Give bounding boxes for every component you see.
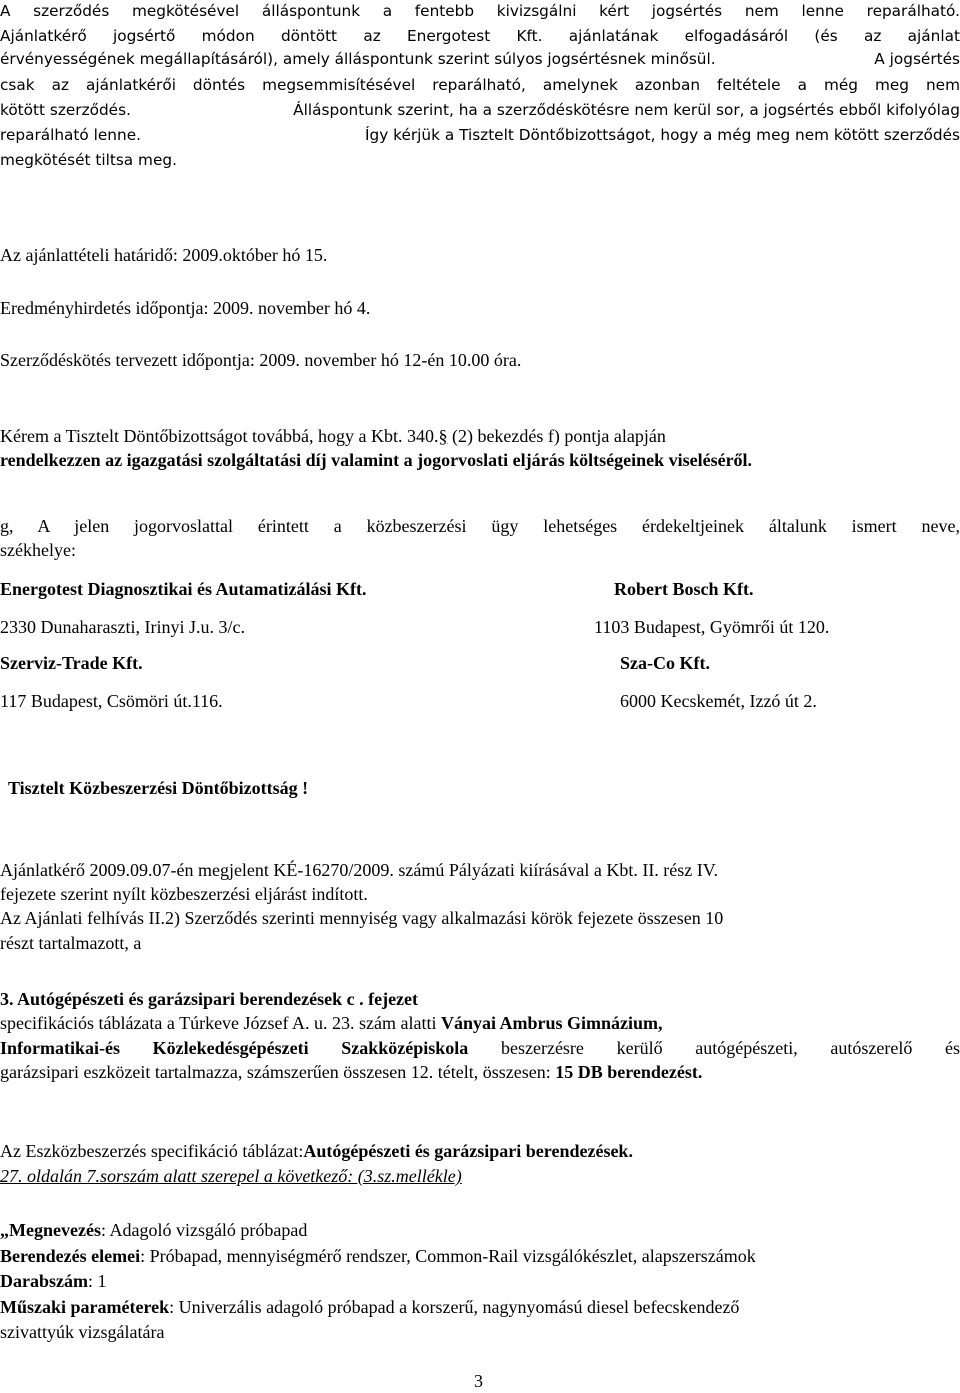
request-line-2: rendelkezzen az igazgatási szolgáltatási díj valamint a jogorvoslati eljárás költségeinek viseléséről. bbox=[0, 450, 753, 470]
section-g-line-2: székhelye: bbox=[0, 540, 76, 560]
salutation: Tisztelt Közbeszerzési Döntőbizottság ! bbox=[8, 778, 309, 798]
contract-date: Szerződéskötés tervezett időpontja: 2009. november hó 12-én 10.00 óra. bbox=[0, 350, 522, 370]
intro-line-4: csak az ajánlatkérői döntés megsemmisítésével reparálható, amelynek azonban feltétele a még meg nem bbox=[0, 76, 960, 94]
body3-line-2: 27. oldalán 7.sorszám alatt szerepel a következő: (3.sz.mellékle) bbox=[0, 1166, 462, 1186]
intro-line-6a: reparálható lenne. bbox=[0, 126, 141, 144]
spec-parts: Berendezés elemei: Próbapad, mennyiségmérő rendszer, Common-Rail vizsgálókészlet, alapszerszámok bbox=[0, 1246, 756, 1266]
body1-line-3: Az Ajánlati felhívás II.2) Szerződés szerinti mennyiség vagy alkalmazási körök fejezete összesen 10 bbox=[0, 908, 724, 928]
page-number: 3 bbox=[474, 1371, 483, 1391]
deadline-date: Az ajánlattételi határidő: 2009.október hó 15. bbox=[0, 245, 328, 265]
body1-line-4: részt tartalmazott, a bbox=[0, 933, 142, 953]
spec-name: „Megnevezés: Adagoló vizsgáló próbapad bbox=[0, 1220, 308, 1240]
party-name: Szerviz-Trade Kft. bbox=[0, 653, 143, 673]
body2-line-3: Informatikai-és Közlekedésgépészeti Szakközépiskola beszerzésre kerülő autógépészeti, autószerelő és bbox=[0, 1038, 960, 1058]
body3-line-1: Az Eszközbeszerzés specifikáció táblázat:Autógépészeti és garázsipari berendezések. bbox=[0, 1141, 633, 1161]
intro-line-2: Ajánlatkérő jogsértő módon döntött az Energotest Kft. ajánlatának elfogadásáról (és az ajánlat bbox=[0, 27, 960, 45]
intro-line-7: megkötését tiltsa meg. bbox=[0, 151, 177, 169]
party-address: 6000 Kecskemét, Izzó út 2. bbox=[620, 691, 817, 711]
intro-line-1: A szerződés megkötésével álláspontunk a fentebb kivizsgálni kért jogsértés nem lenne reparálható. bbox=[0, 2, 960, 20]
party-name: Energotest Diagnosztikai és Autamatizálási Kft. bbox=[0, 579, 367, 599]
party-address: 2330 Dunaharaszti, Irinyi J.u. 3/c. bbox=[0, 617, 245, 637]
spec-params-cont: szivattyúk vizsgálatára bbox=[0, 1322, 165, 1342]
body1-line-2: fejezete szerint nyílt közbeszerzési eljárást indított. bbox=[0, 884, 368, 904]
intro-line-5b: Álláspontunk szerint, ha a szerződéskötésre nem kerül sor, a jogsértés ebből kifolyólag bbox=[293, 101, 960, 119]
intro-line-3-end: A jogsértés bbox=[874, 50, 960, 68]
body2-line-2: specifikációs táblázata a Túrkeve József A. u. 23. szám alatti Ványai Ambrus Gimnázium, bbox=[0, 1013, 663, 1033]
request-line-1: Kérem a Tisztelt Döntőbizottságot továbbá, hogy a Kbt. 340.§ (2) bekezdés f) pontja alapján bbox=[0, 426, 666, 446]
intro-line-5a: kötött szerződés. bbox=[0, 101, 131, 119]
body1-line-1: Ajánlatkérő 2009.09.07-én megjelent KÉ-16270/2009. számú Pályázati kiírásával a Kbt. II. rész IV. bbox=[0, 860, 718, 880]
spec-params: Műszaki paraméterek: Univerzális adagoló próbapad a korszerű, nagynyomású diesel befecskendező bbox=[0, 1297, 740, 1317]
body2-line-4: garázsipari eszközeit tartalmazza, számszerűen összesen 12. tételt, összesen: 15 DB berendezést. bbox=[0, 1062, 703, 1082]
body2-heading: 3. Autógépészeti és garázsipari berendezések c . fejezet bbox=[0, 989, 419, 1009]
section-g-line-1: g, A jelen jogorvoslattal érintett a közbeszerzési ügy lehetséges érdekeltjeinek általunk ismert neve, bbox=[0, 516, 960, 536]
party-name: Robert Bosch Kft. bbox=[614, 579, 754, 599]
results-date: Eredményhirdetés időpontja: 2009. november hó 4. bbox=[0, 298, 371, 318]
party-address: 117 Budapest, Csömöri út.116. bbox=[0, 691, 223, 711]
intro-line-3: érvényességének megállapításáról), amely álláspontunk szerint súlyos jogsértésnek minősül. bbox=[0, 50, 716, 68]
intro-line-6b: Így kérjük a Tisztelt Döntőbizottságot, hogy a még meg nem kötött szerződés bbox=[365, 126, 960, 144]
party-name: Sza-Co Kft. bbox=[620, 653, 710, 673]
party-address: 1103 Budapest, Gyömrői út 120. bbox=[594, 617, 830, 637]
spec-quantity: Darabszám: 1 bbox=[0, 1271, 107, 1291]
